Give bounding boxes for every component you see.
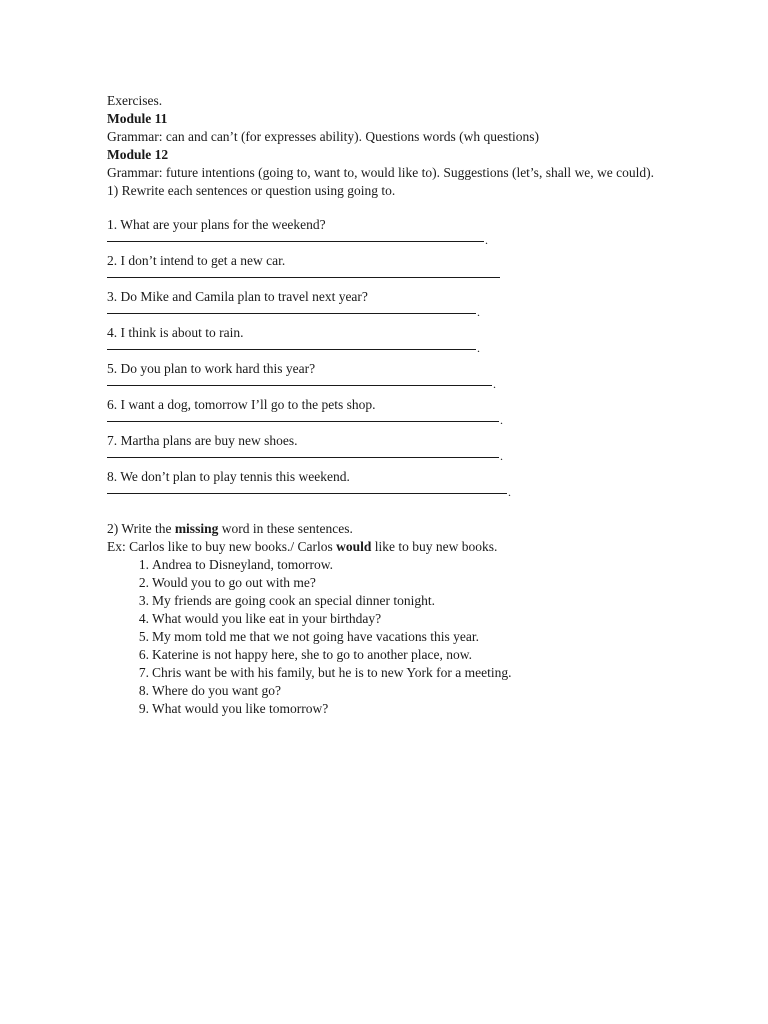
question-4: 4. I think is about to rain. xyxy=(107,325,244,340)
item-number: 6. xyxy=(138,647,149,662)
list-item xyxy=(138,646,667,664)
item-number: 8. xyxy=(138,683,149,698)
item-number: 7. xyxy=(138,665,149,680)
list-item xyxy=(138,556,667,574)
example-text: Ex: Carlos like to buy new books./ Carlos xyxy=(107,539,337,554)
answer-end-mark: . xyxy=(508,485,511,499)
item-text: My friends are going cook an special dinner tonight. xyxy=(152,593,436,608)
spacer xyxy=(107,504,667,520)
spacer xyxy=(107,200,667,216)
answer-rule xyxy=(107,313,476,314)
answer-line-2[interactable] xyxy=(107,270,667,288)
item-number: 4. xyxy=(138,611,149,626)
question-5: 5. Do you plan to work hard this year? xyxy=(107,361,316,376)
item-number: 9. xyxy=(138,701,149,716)
example-text: like to buy new books. xyxy=(371,539,498,554)
answer-rule xyxy=(107,241,484,242)
list-item xyxy=(138,682,667,700)
list-item xyxy=(138,592,667,610)
module-11-grammar: Grammar: can and can’t (for expresses ability). Questions words (wh questions) xyxy=(107,129,540,144)
module-12-grammar: Grammar: future intentions (going to, want to, would like to). Suggestions (let’s, shall we, we could). xyxy=(107,165,655,180)
list-item xyxy=(138,574,667,592)
question-1: 1. What are your plans for the weekend? xyxy=(107,217,326,232)
item-text: What would you like eat in your birthday? xyxy=(152,611,382,626)
question-6: 6. I want a dog, tomorrow I’ll go to the pets shop. xyxy=(107,397,376,412)
question-8: 8. We don’t plan to play tennis this weekend. xyxy=(107,469,350,484)
answer-rule xyxy=(107,385,492,386)
answer-end-mark: . xyxy=(477,305,480,319)
example-keyword: would xyxy=(336,539,372,554)
answer-rule xyxy=(107,421,499,422)
item-text: My mom told me that we not going have vacations this year. xyxy=(152,629,479,644)
item-number: 2. xyxy=(138,575,149,590)
section-2-example xyxy=(107,538,667,556)
worksheet-page xyxy=(107,92,667,718)
answer-line-8[interactable] xyxy=(107,486,667,504)
answer-rule xyxy=(107,457,499,458)
answer-rule xyxy=(107,493,507,494)
item-text: Katerine is not happy here, she to go to another place, now. xyxy=(152,647,473,662)
section-1-list xyxy=(107,216,667,504)
section-2-instruction xyxy=(107,520,667,538)
question-7: 7. Martha plans are buy new shoes. xyxy=(107,433,298,448)
module-11-title: Module 11 xyxy=(107,111,168,126)
instruction-keyword: missing xyxy=(174,521,219,536)
answer-end-mark: . xyxy=(493,377,496,391)
item-text: Andrea to Disneyland, tomorrow. xyxy=(152,557,333,572)
answer-end-mark: . xyxy=(485,233,488,247)
answer-line-1[interactable] xyxy=(107,234,667,252)
answer-rule xyxy=(107,349,476,350)
section-2-list xyxy=(107,556,667,718)
list-item xyxy=(138,628,667,646)
item-text: Chris want be with his family, but he is to new York for a meeting. xyxy=(152,665,512,680)
list-item xyxy=(138,610,667,628)
answer-rule xyxy=(107,277,500,278)
answer-line-4[interactable] xyxy=(107,342,667,360)
module-12-title: Module 12 xyxy=(107,147,169,162)
instruction-text: 2) Write the xyxy=(107,521,175,536)
answer-end-mark: . xyxy=(500,413,503,427)
answer-line-6[interactable] xyxy=(107,414,667,432)
question-2: 2. I don’t intend to get a new car. xyxy=(107,253,286,268)
exercises-label: Exercises. xyxy=(107,93,163,108)
item-number: 5. xyxy=(138,629,149,644)
item-text: Would you to go out with me? xyxy=(152,575,316,590)
answer-line-5[interactable] xyxy=(107,378,667,396)
answer-end-mark: . xyxy=(477,341,480,355)
item-text: Where do you want go? xyxy=(152,683,281,698)
answer-end-mark: . xyxy=(500,449,503,463)
answer-line-3[interactable] xyxy=(107,306,667,324)
item-number: 1. xyxy=(138,557,149,572)
list-item xyxy=(138,664,667,682)
question-3: 3. Do Mike and Camila plan to travel next year? xyxy=(107,289,368,304)
section-1-instruction: 1) Rewrite each sentences or question using going to. xyxy=(107,183,396,198)
list-item xyxy=(138,700,667,718)
instruction-text: word in these sentences. xyxy=(218,521,353,536)
item-number: 3. xyxy=(138,593,149,608)
item-text: What would you like tomorrow? xyxy=(152,701,329,716)
answer-line-7[interactable] xyxy=(107,450,667,468)
